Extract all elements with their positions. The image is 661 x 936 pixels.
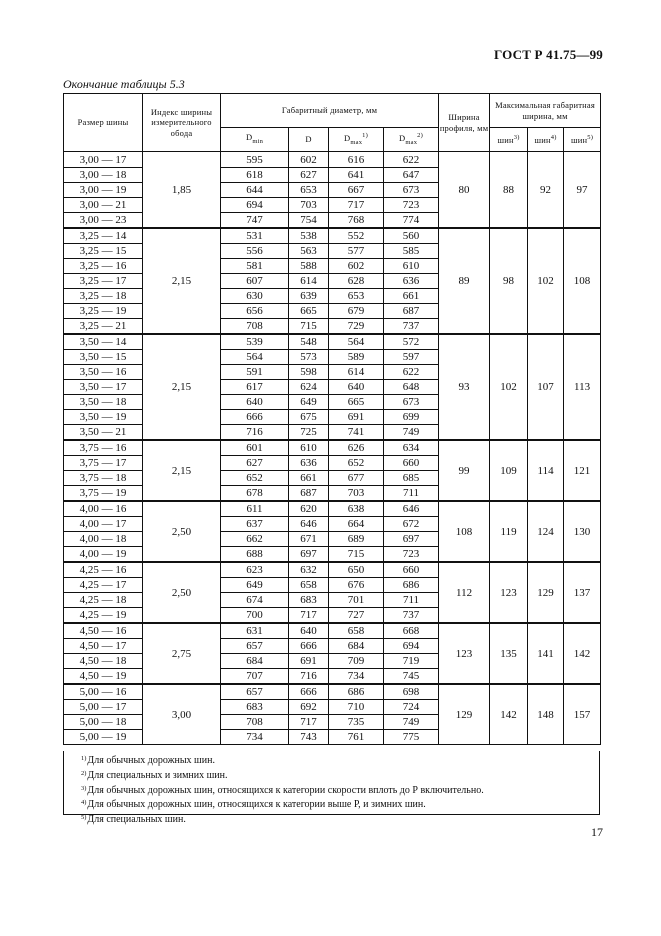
header-d: D — [289, 128, 329, 152]
cell-dmax1: 735 — [329, 715, 384, 730]
cell-d: 683 — [289, 593, 329, 608]
cell-max-width-5: 142 — [564, 623, 601, 684]
table-row — [64, 623, 601, 639]
cell-dmax2: 585 — [384, 244, 439, 259]
cell-dmax2: 698 — [384, 684, 439, 700]
cell-dmax2: 749 — [384, 425, 439, 441]
cell-max-width-5: 157 — [564, 684, 601, 745]
cell-dmax2: 687 — [384, 304, 439, 319]
header-tires-3: шин$^{3)}$ — [490, 128, 528, 152]
cell-tire-size: 3,00 — 21 — [64, 198, 143, 213]
cell-dmax2: 622 — [384, 152, 439, 168]
cell-max-width-4: 107 — [528, 334, 564, 440]
cell-dmax2: 711 — [384, 486, 439, 502]
cell-rim-index: 2,15 — [143, 228, 221, 334]
cell-dmax2: 745 — [384, 669, 439, 685]
cell-tire-size: 3,25 — 14 — [64, 228, 143, 244]
cell-dmax1: 684 — [329, 639, 384, 654]
footnote-text: Для обычных дорожных шин, относящихся к категории скорости вплоть до Р включительно. — [87, 784, 484, 796]
cell-dmax1: 628 — [329, 274, 384, 289]
footnote — [81, 768, 599, 783]
cell-d: 610 — [289, 440, 329, 456]
header-size: Размер шины — [64, 94, 143, 152]
cell-tire-size: 3,00 — 23 — [64, 213, 143, 229]
cell-dmin: 678 — [221, 486, 289, 502]
cell-max-width-5: 121 — [564, 440, 601, 501]
cell-dmin: 595 — [221, 152, 289, 168]
footnote-text: Для специальных и зимних шин. — [87, 769, 228, 781]
cell-dmax1: 589 — [329, 350, 384, 365]
cell-dmax2: 572 — [384, 334, 439, 350]
cell-tire-size: 4,00 — 18 — [64, 532, 143, 547]
cell-tire-size: 3,75 — 18 — [64, 471, 143, 486]
cell-tire-size: 3,50 — 18 — [64, 395, 143, 410]
footnote — [81, 753, 599, 768]
cell-dmin: 649 — [221, 578, 289, 593]
cell-dmax2: 622 — [384, 365, 439, 380]
cell-max-width-3: 98 — [490, 228, 528, 334]
cell-dmin: 707 — [221, 669, 289, 685]
cell-dmax2: 775 — [384, 730, 439, 745]
table-row — [64, 684, 601, 700]
cell-dmin: 640 — [221, 395, 289, 410]
cell-tire-size: 3,50 — 15 — [64, 350, 143, 365]
cell-d: 703 — [289, 198, 329, 213]
cell-dmax2: 711 — [384, 593, 439, 608]
cell-dmin: 694 — [221, 198, 289, 213]
cell-dmax2: 673 — [384, 395, 439, 410]
cell-tire-size: 3,25 — 18 — [64, 289, 143, 304]
cell-dmax2: 724 — [384, 700, 439, 715]
cell-d: 691 — [289, 654, 329, 669]
cell-d: 640 — [289, 623, 329, 639]
cell-dmin: 662 — [221, 532, 289, 547]
footnote-text: Для обычных дорожных шин, относящихся к категории выше Р, и зимних шин. — [87, 799, 426, 811]
footnote-text: Для специальных шин. — [87, 814, 186, 826]
cell-dmax1: 667 — [329, 183, 384, 198]
cell-dmax1: 761 — [329, 730, 384, 745]
cell-rim-index: 2,50 — [143, 501, 221, 562]
cell-dmax1: 652 — [329, 456, 384, 471]
cell-dmax1: 658 — [329, 623, 384, 639]
cell-dmax1: 626 — [329, 440, 384, 456]
cell-tire-size: 3,75 — 19 — [64, 486, 143, 502]
footnote — [81, 812, 599, 827]
cell-dmin: 688 — [221, 547, 289, 563]
footnotes — [63, 751, 600, 826]
cell-max-width-4: 141 — [528, 623, 564, 684]
cell-d: 754 — [289, 213, 329, 229]
footnote-mark: 3) — [81, 784, 87, 792]
cell-dmin: 644 — [221, 183, 289, 198]
cell-dmax2: 673 — [384, 183, 439, 198]
cell-profile-width: 108 — [439, 501, 490, 562]
cell-dmin: 591 — [221, 365, 289, 380]
cell-tire-size: 3,50 — 19 — [64, 410, 143, 425]
cell-rim-index: 2,75 — [143, 623, 221, 684]
tire-dimensions-table — [63, 93, 601, 745]
cell-dmin: 623 — [221, 562, 289, 578]
cell-rim-index: 3,00 — [143, 684, 221, 745]
cell-dmax1: 701 — [329, 593, 384, 608]
cell-tire-size: 3,50 — 17 — [64, 380, 143, 395]
table-row — [64, 228, 601, 244]
cell-d: 692 — [289, 700, 329, 715]
cell-rim-index: 1,85 — [143, 152, 221, 229]
cell-d: 717 — [289, 715, 329, 730]
cell-dmin: 700 — [221, 608, 289, 624]
cell-dmin: 656 — [221, 304, 289, 319]
cell-d: 646 — [289, 517, 329, 532]
cell-dmax1: 638 — [329, 501, 384, 517]
cell-tire-size: 4,50 — 18 — [64, 654, 143, 669]
footnote — [81, 797, 599, 812]
cell-dmax2: 660 — [384, 456, 439, 471]
cell-max-width-3: 135 — [490, 623, 528, 684]
cell-rim-index: 2,15 — [143, 440, 221, 501]
cell-max-width-3: 102 — [490, 334, 528, 440]
cell-dmax1: 602 — [329, 259, 384, 274]
header-dmax1: $D_{max}^{1)}$ — [329, 128, 384, 152]
cell-dmin: 631 — [221, 623, 289, 639]
cell-dmax1: 715 — [329, 547, 384, 563]
cell-profile-width: 80 — [439, 152, 490, 229]
cell-dmax2: 672 — [384, 517, 439, 532]
table-row — [64, 562, 601, 578]
cell-dmax1: 729 — [329, 319, 384, 335]
cell-d: 649 — [289, 395, 329, 410]
header-tires-5: шин$^{5)}$ — [564, 128, 601, 152]
cell-dmax2: 749 — [384, 715, 439, 730]
cell-dmin: 747 — [221, 213, 289, 229]
cell-d: 624 — [289, 380, 329, 395]
cell-dmax2: 723 — [384, 198, 439, 213]
cell-dmin: 564 — [221, 350, 289, 365]
header-diameter-group: Габаритный диаметр, мм — [221, 94, 439, 128]
cell-dmax1: 727 — [329, 608, 384, 624]
cell-dmax2: 737 — [384, 608, 439, 624]
cell-d: 661 — [289, 471, 329, 486]
cell-dmin: 716 — [221, 425, 289, 441]
cell-dmax2: 719 — [384, 654, 439, 669]
footnote — [81, 783, 599, 798]
cell-d: 598 — [289, 365, 329, 380]
cell-dmin: 652 — [221, 471, 289, 486]
cell-dmax1: 664 — [329, 517, 384, 532]
table-row — [64, 440, 601, 456]
cell-dmin: 683 — [221, 700, 289, 715]
cell-d: 697 — [289, 547, 329, 563]
header-dmin: $D_{min}$ — [221, 128, 289, 152]
cell-d: 653 — [289, 183, 329, 198]
cell-tire-size: 3,75 — 17 — [64, 456, 143, 471]
cell-dmin: 734 — [221, 730, 289, 745]
cell-max-width-3: 109 — [490, 440, 528, 501]
header-dmax2: $D_{max}^{2)}$ — [384, 128, 439, 152]
cell-tire-size: 4,00 — 17 — [64, 517, 143, 532]
cell-dmax2: 560 — [384, 228, 439, 244]
cell-d: 602 — [289, 152, 329, 168]
footnote-mark: 4) — [81, 799, 87, 807]
cell-dmin: 601 — [221, 440, 289, 456]
cell-dmin: 627 — [221, 456, 289, 471]
cell-dmax1: 552 — [329, 228, 384, 244]
cell-tire-size: 4,50 — 19 — [64, 669, 143, 685]
cell-max-width-5: 113 — [564, 334, 601, 440]
cell-dmax1: 665 — [329, 395, 384, 410]
cell-dmax2: 634 — [384, 440, 439, 456]
cell-profile-width: 129 — [439, 684, 490, 745]
cell-tire-size: 3,75 — 16 — [64, 440, 143, 456]
cell-dmin: 684 — [221, 654, 289, 669]
cell-dmax2: 648 — [384, 380, 439, 395]
cell-tire-size: 3,50 — 21 — [64, 425, 143, 441]
cell-dmax1: 689 — [329, 532, 384, 547]
cell-max-width-3: 119 — [490, 501, 528, 562]
cell-dmax1: 703 — [329, 486, 384, 502]
cell-max-width-3: 142 — [490, 684, 528, 745]
cell-dmax1: 614 — [329, 365, 384, 380]
cell-profile-width: 112 — [439, 562, 490, 623]
cell-dmax1: 653 — [329, 289, 384, 304]
cell-dmax1: 677 — [329, 471, 384, 486]
cell-max-width-5: 130 — [564, 501, 601, 562]
cell-dmin: 581 — [221, 259, 289, 274]
cell-dmax2: 685 — [384, 471, 439, 486]
cell-dmin: 531 — [221, 228, 289, 244]
cell-dmax1: 679 — [329, 304, 384, 319]
cell-d: 687 — [289, 486, 329, 502]
cell-max-width-4: 92 — [528, 152, 564, 229]
cell-dmin: 708 — [221, 715, 289, 730]
cell-d: 725 — [289, 425, 329, 441]
table-row — [64, 334, 601, 350]
cell-d: 743 — [289, 730, 329, 745]
cell-dmax2: 723 — [384, 547, 439, 563]
cell-dmax1: 640 — [329, 380, 384, 395]
cell-max-width-3: 88 — [490, 152, 528, 229]
cell-tire-size: 3,00 — 18 — [64, 168, 143, 183]
cell-d: 588 — [289, 259, 329, 274]
cell-d: 675 — [289, 410, 329, 425]
cell-dmax2: 697 — [384, 532, 439, 547]
cell-dmax1: 686 — [329, 684, 384, 700]
header-profile-width: Ширина профиля, мм — [439, 94, 490, 152]
cell-tire-size: 3,25 — 19 — [64, 304, 143, 319]
cell-profile-width: 89 — [439, 228, 490, 334]
cell-tire-size: 4,00 — 16 — [64, 501, 143, 517]
cell-dmin: 556 — [221, 244, 289, 259]
table-caption: Окончание таблицы 5.3 — [63, 77, 185, 91]
cell-d: 614 — [289, 274, 329, 289]
cell-dmin: 607 — [221, 274, 289, 289]
cell-max-width-4: 124 — [528, 501, 564, 562]
table-body — [64, 152, 601, 745]
cell-profile-width: 123 — [439, 623, 490, 684]
cell-dmin: 666 — [221, 410, 289, 425]
cell-rim-index: 2,15 — [143, 334, 221, 440]
cell-dmax1: 577 — [329, 244, 384, 259]
cell-dmin: 674 — [221, 593, 289, 608]
cell-tire-size: 3,50 — 14 — [64, 334, 143, 350]
cell-max-width-5: 108 — [564, 228, 601, 334]
table-row — [64, 501, 601, 517]
cell-tire-size: 5,00 — 16 — [64, 684, 143, 700]
cell-dmax1: 676 — [329, 578, 384, 593]
cell-dmin: 708 — [221, 319, 289, 335]
table-row — [64, 152, 601, 168]
cell-d: 538 — [289, 228, 329, 244]
cell-dmax1: 641 — [329, 168, 384, 183]
cell-max-width-5: 97 — [564, 152, 601, 229]
cell-dmax2: 646 — [384, 501, 439, 517]
cell-max-width-4: 129 — [528, 562, 564, 623]
cell-d: 563 — [289, 244, 329, 259]
cell-tire-size: 5,00 — 19 — [64, 730, 143, 745]
cell-d: 717 — [289, 608, 329, 624]
cell-tire-size: 4,00 — 19 — [64, 547, 143, 563]
header-rim-index: Индекс ширины измерительного обода — [143, 94, 221, 152]
cell-tire-size: 3,50 — 16 — [64, 365, 143, 380]
cell-max-width-4: 102 — [528, 228, 564, 334]
cell-d: 636 — [289, 456, 329, 471]
cell-profile-width: 99 — [439, 440, 490, 501]
cell-d: 716 — [289, 669, 329, 685]
cell-tire-size: 3,25 — 17 — [64, 274, 143, 289]
cell-tire-size: 4,25 — 18 — [64, 593, 143, 608]
cell-tire-size: 4,50 — 17 — [64, 639, 143, 654]
cell-dmax1: 710 — [329, 700, 384, 715]
cell-dmin: 618 — [221, 168, 289, 183]
cell-dmin: 657 — [221, 639, 289, 654]
cell-d: 548 — [289, 334, 329, 350]
cell-d: 715 — [289, 319, 329, 335]
cell-dmax2: 774 — [384, 213, 439, 229]
cell-dmax2: 661 — [384, 289, 439, 304]
footnote-mark: 2) — [81, 769, 87, 777]
cell-rim-index: 2,50 — [143, 562, 221, 623]
cell-tire-size: 3,25 — 15 — [64, 244, 143, 259]
cell-d: 671 — [289, 532, 329, 547]
cell-d: 658 — [289, 578, 329, 593]
cell-dmax1: 717 — [329, 198, 384, 213]
cell-dmax2: 737 — [384, 319, 439, 335]
cell-d: 632 — [289, 562, 329, 578]
cell-tire-size: 5,00 — 17 — [64, 700, 143, 715]
cell-dmin: 611 — [221, 501, 289, 517]
cell-tire-size: 4,25 — 19 — [64, 608, 143, 624]
cell-dmax2: 647 — [384, 168, 439, 183]
cell-tire-size: 5,00 — 18 — [64, 715, 143, 730]
cell-dmax1: 691 — [329, 410, 384, 425]
cell-dmax1: 709 — [329, 654, 384, 669]
cell-max-width-3: 123 — [490, 562, 528, 623]
cell-dmax1: 741 — [329, 425, 384, 441]
cell-dmin: 617 — [221, 380, 289, 395]
cell-dmax1: 768 — [329, 213, 384, 229]
cell-dmax2: 597 — [384, 350, 439, 365]
cell-dmin: 630 — [221, 289, 289, 304]
standard-designation: ГОСТ Р 41.75—99 — [494, 47, 603, 62]
cell-dmin: 637 — [221, 517, 289, 532]
cell-dmax2: 699 — [384, 410, 439, 425]
cell-d: 666 — [289, 639, 329, 654]
cell-tire-size: 4,50 — 16 — [64, 623, 143, 639]
cell-d: 573 — [289, 350, 329, 365]
footnote-mark: 5) — [81, 814, 87, 822]
header-tires-4: шин$^{4)}$ — [528, 128, 564, 152]
cell-tire-size: 3,00 — 19 — [64, 183, 143, 198]
cell-tire-size: 3,25 — 16 — [64, 259, 143, 274]
cell-dmin: 539 — [221, 334, 289, 350]
header-max-width-group: Максимальная габаритная ширина, мм — [490, 94, 601, 128]
cell-dmax2: 660 — [384, 562, 439, 578]
cell-d: 639 — [289, 289, 329, 304]
cell-dmax2: 636 — [384, 274, 439, 289]
cell-max-width-5: 137 — [564, 562, 601, 623]
cell-dmax2: 668 — [384, 623, 439, 639]
cell-dmax2: 694 — [384, 639, 439, 654]
cell-d: 627 — [289, 168, 329, 183]
cell-dmax2: 686 — [384, 578, 439, 593]
cell-d: 665 — [289, 304, 329, 319]
cell-tire-size: 4,25 — 16 — [64, 562, 143, 578]
cell-max-width-4: 114 — [528, 440, 564, 501]
cell-dmin: 657 — [221, 684, 289, 700]
cell-tire-size: 3,00 — 17 — [64, 152, 143, 168]
cell-d: 620 — [289, 501, 329, 517]
cell-dmax2: 610 — [384, 259, 439, 274]
cell-tire-size: 3,25 — 21 — [64, 319, 143, 335]
cell-dmax1: 734 — [329, 669, 384, 685]
cell-tire-size: 4,25 — 17 — [64, 578, 143, 593]
cell-profile-width: 93 — [439, 334, 490, 440]
cell-max-width-4: 148 — [528, 684, 564, 745]
cell-dmax1: 650 — [329, 562, 384, 578]
page-number: 17 — [591, 825, 603, 839]
cell-dmax1: 616 — [329, 152, 384, 168]
cell-dmax1: 564 — [329, 334, 384, 350]
footnote-text: Для обычных дорожных шин. — [87, 755, 215, 766]
footnote-mark: 1) — [81, 755, 87, 762]
cell-d: 666 — [289, 684, 329, 700]
